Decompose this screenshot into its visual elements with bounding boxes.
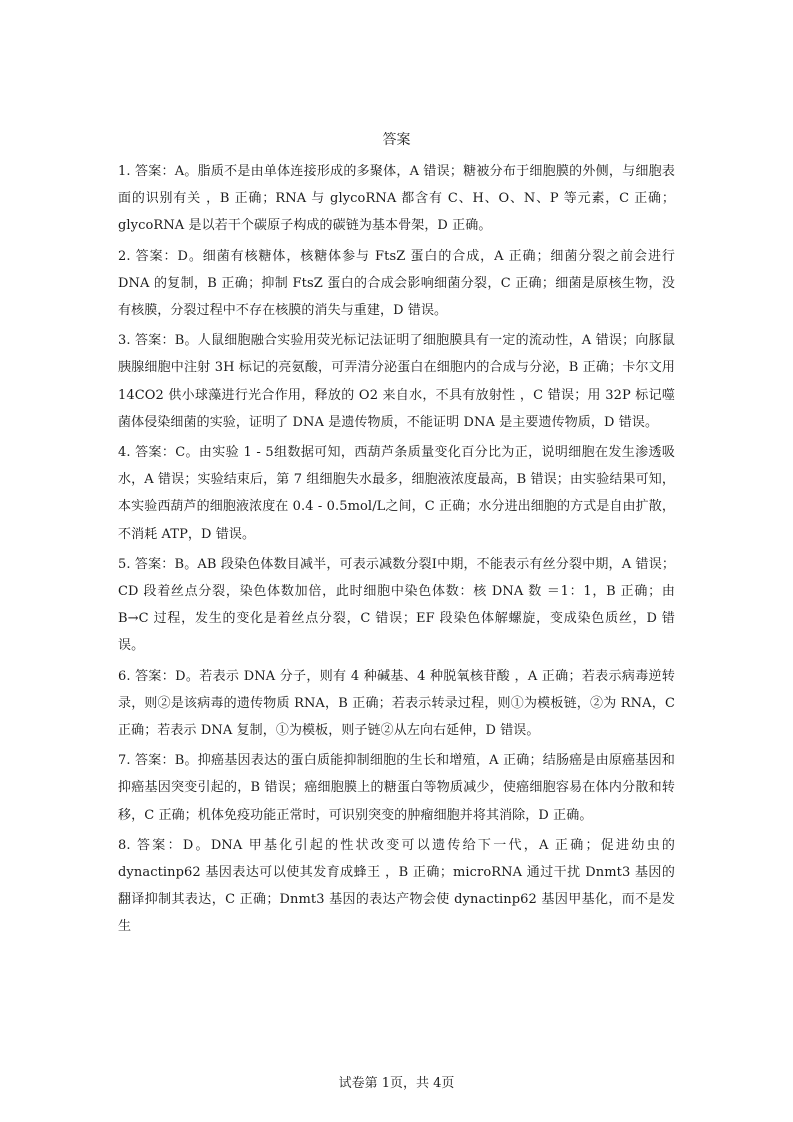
answer-list — [118, 158, 675, 944]
answer-item-5: 5. 答案：B。AB 段染色体数目减半，可表示减数分裂Ⅰ中期，不能表示有丝分裂中期，A 错误；CD 段着丝点分裂，染色体数加倍，此时细胞中染色体数：核 DNA 数 ＝1：1，B 正确；由 B→C 过程，发生的变化是着丝点分裂，C 错误；EF 段染色体解螺旋，变成染色质丝，D 错误。 — [118, 556, 675, 654]
answer-item-3: 3. 答案：B。人鼠细胞融合实验用荧光标记法证明了细胞膜具有一定的流动性，A 错误；向豚鼠胰腺细胞中注射 3H 标记的亮氨酸，可弄清分泌蛋白在细胞内的合成与分泌，B 正确；卡尔文用 14CO2 供小球藻进行光合作用，释放的 O2 来自水，不具有放射性 ，C 错误；用 32P 标记噬菌体侵染细菌的实验，证明了 DNA 是遗传物质，不能证明 DNA 是主要遗传物质，D 错误。 — [118, 333, 675, 430]
answer-item-7: 7. 答案：B。抑癌基因表达的蛋白质能抑制细胞的生长和增殖，A 正确；结肠癌是由原癌基因和抑癌基因突变引起的，B 错误；癌细胞膜上的糖蛋白等物质减少，使癌细胞容易在体内分散和转移，C 正确；机体免疫功能正常时，可识别突变的肿瘤细胞并将其消除，D 正确。 — [118, 753, 675, 823]
answer-item-4: 4. 答案：C。由实验 1 - 5组数据可知，西葫芦条质量变化百分比为正，说明细胞在发生渗透吸水，A 错误；实验结束后，第 7 组细胞失水最多，细胞液浓度最高，B 错误；由实验结果可知，本实验西葫芦的细胞液浓度在 0.4 - 0.5mol/L之间，C 正确；水分进出细胞的方式是自由扩散，不消耗 ATP，D 错误。 — [118, 445, 675, 542]
page-title: 答案 — [382, 132, 411, 148]
page-footer: 试卷第 1页，共 4页 — [338, 1076, 455, 1091]
answer-item-1: 1. 答案：A。脂质不是由单体连接形成的多聚体，A 错误；糖被分布于细胞膜的外侧，与细胞表面的识别有关 ，B 正确；RNA 与 glycoRNA 都含有 C、H、O、N、P 等元素，C 正确；glycoRNA 是以若干个碳原子构成的碳链为基本骨架，D 正确。 — [118, 164, 675, 234]
answer-item-2: 2. 答案：D。细菌有核糖体，核糖体参与 FtsZ 蛋白的合成，A 正确；细菌分裂之前会进行 DNA 的复制，B 正确；抑制 FtsZ 蛋白的合成会影响细菌分裂，C 正确；细菌是原核生物，没有核膜，分裂过程中不存在核膜的消失与重建，D 错误。 — [118, 248, 675, 319]
answer-item-6: 6. 答案：D。若表示 DNA 分子，则有 4 种碱基、4 种脱氧核苷酸 ，A 正确；若表示病毒逆转录，则②是该病毒的遗传物质 RNA，B 正确；若表示转录过程，则①为模板链，②为 RNA，C 正确；若表示 DNA 复制，①为模板，则子链②从左向右延伸，D 错误。 — [118, 668, 675, 739]
answer-item-8: 8. 答案：D。DNA 甲基化引起的性状改变可以遗传给下一代，A 正确；促进幼虫的 dynactinp62 基因表达可以使其发育成蜂王 ，B 正确；microRNA 通过干扰 Dnmt3 基因的翻译抑制其表达，C 正确；Dnmt3 基因的表达产物会使 dynactinp62 基因甲基化，而不是发生 — [118, 837, 675, 935]
